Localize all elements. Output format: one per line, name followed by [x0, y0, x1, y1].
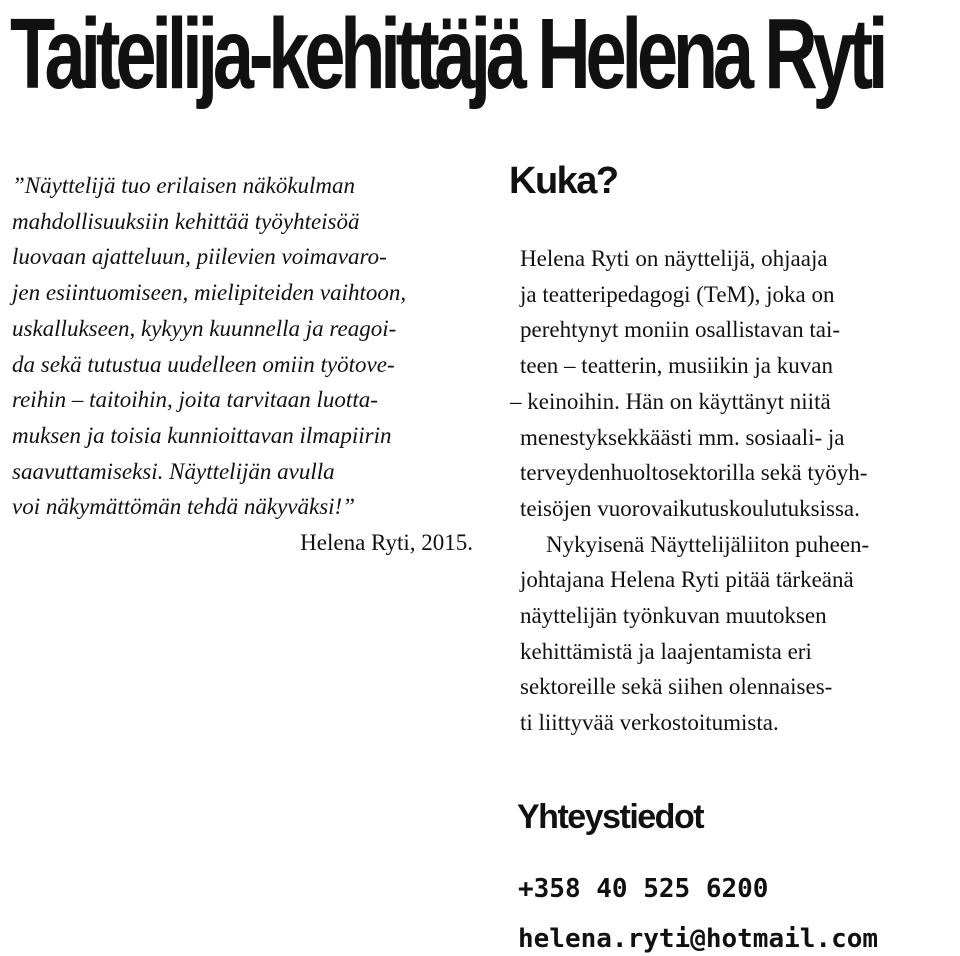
about-line: ti liittyvää verkostoitumista.	[520, 710, 779, 736]
quote-line: luovaan ajatteluun, piilevien voimavaro-	[12, 244, 387, 270]
quote-line: da sekä tutustua uudelleen omiin työtove-	[12, 351, 395, 377]
about-line: näyttelijän työnkuvan muutoksen	[520, 603, 827, 629]
quote-signature: Helena Ryti, 2015.	[300, 530, 473, 556]
about-line: – keinoihin. Hän on käyttänyt niitä	[510, 388, 831, 414]
about-line: terveydenhuoltosektorilla sekä työyh-	[520, 460, 868, 486]
about-text	[510, 241, 960, 741]
about-line: Helena Ryti on näyttelijä, ohjaaja	[520, 246, 828, 271]
about-line: teisöjen vuorovaikutuskoulutuksissa.	[520, 495, 860, 521]
page-title: Taiteilija-kehittäjä Helena Ryti	[10, 0, 884, 110]
about-line: perehtynyt moniin osallistavan tai-	[520, 317, 841, 343]
about-line: kehittämistä ja laajentamista eri	[520, 638, 812, 664]
quote-line: mahdollisuuksiin kehittää työyhteisöä	[12, 208, 360, 234]
quote-line: ”Näyttelijä tuo erilaisen näkökulman	[12, 173, 356, 198]
about-heading: Kuka?	[509, 160, 618, 202]
about-line: Nykyisenä Näyttelijäliiton puheen-	[546, 531, 870, 557]
about-line: teen – teatterin, musiikin ja kuvan	[520, 353, 833, 379]
contact-email: helena.ryti@hotmail.com	[518, 924, 879, 954]
about-line: johtajana Helena Ryti pitää tärkeänä	[520, 567, 854, 593]
quote-line: voi näkymättömän tehdä näkyväksi!”	[12, 494, 355, 520]
quote-block	[12, 168, 487, 561]
about-line: sektoreille sekä siihen olennaises-	[520, 674, 833, 700]
contact-phone: +358 40 525 6200	[518, 874, 769, 904]
quote-line: muksen ja toisia kunnioittavan ilmapiirin	[12, 422, 392, 448]
about-line: menestyksekkäästi mm. sosiaali- ja	[520, 424, 845, 450]
about-line: ja teatteripedagogi (TeM), joka on	[520, 281, 835, 307]
quote-line: jen esiintuomiseen, mielipiteiden vaihtoon,	[12, 280, 407, 306]
quote-line: reihin – taitoihin, joita tarvitaan luotta-	[12, 387, 378, 413]
contact-heading: Yhteystiedot	[517, 798, 704, 836]
quote-line: uskallukseen, kykyyn kuunnella ja reagoi-	[12, 315, 397, 341]
quote-line: saavuttamiseksi. Näyttelijän avulla	[12, 458, 335, 484]
